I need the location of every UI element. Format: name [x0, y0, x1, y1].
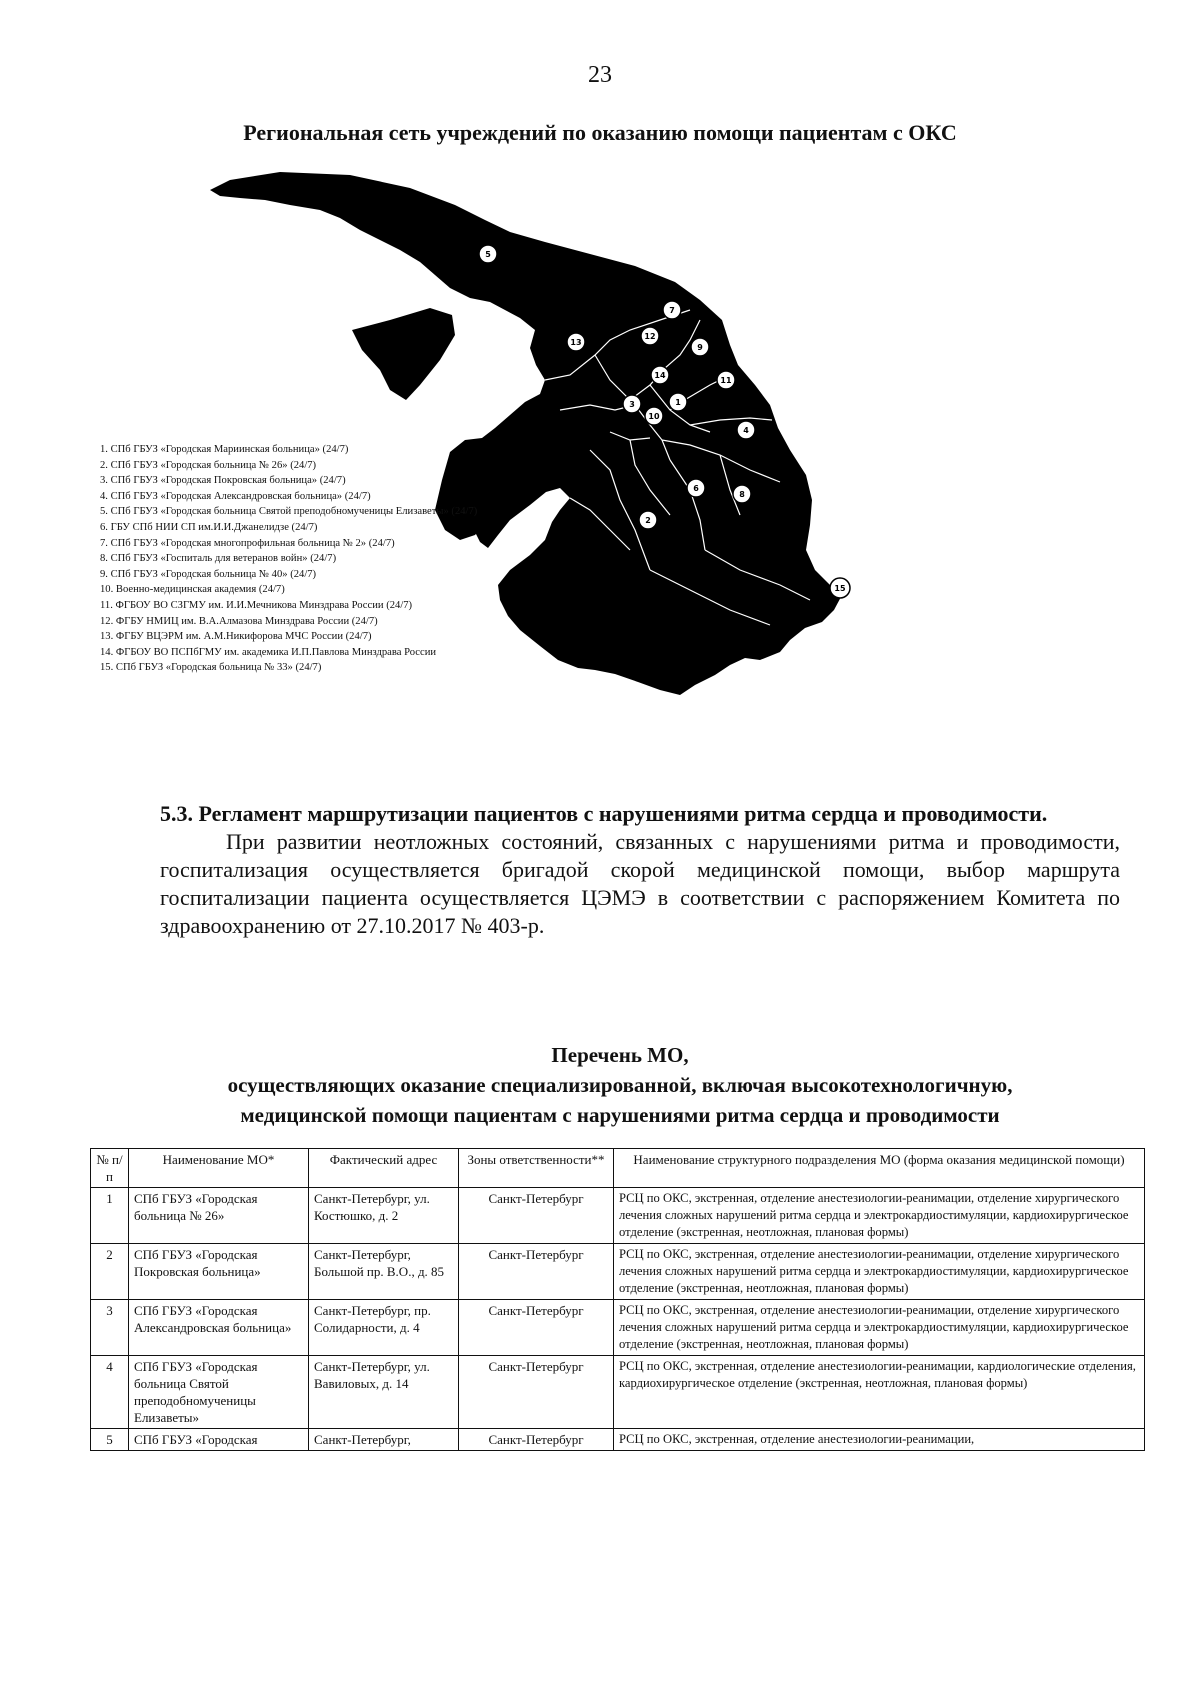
svg-text:7: 7: [669, 306, 675, 315]
table-header-row: [91, 1149, 1145, 1188]
legend-item: 7. СПб ГБУЗ «Городская многопрофильная больница № 2» (24/7): [100, 537, 395, 549]
cell-unit: РСЦ по ОКС, экстренная, отделение анестезиологии-реанимации, отделение хирургического лечения сложных нарушений ритма сердца и электрокардиостимуляции, кардиохирургическое отделение (экстренная, неотложная, плановая формы): [614, 1188, 1145, 1244]
map-marker-7: [663, 301, 681, 319]
cell-address: Санкт-Петербург, пр. Солидарности, д. 4: [309, 1300, 459, 1356]
section-5-3: [160, 800, 1120, 940]
map-marker-8: [733, 485, 751, 503]
cell-zone: Санкт-Петербург: [459, 1188, 614, 1244]
map-marker-11: [717, 371, 735, 389]
map-title: Региональная сеть учреждений по оказанию помощи пациентам с ОКС: [243, 120, 957, 145]
svg-text:8: 8: [739, 490, 745, 499]
cell-num: 4: [91, 1356, 129, 1429]
table-row: [91, 1188, 1145, 1244]
section-heading: [160, 800, 1120, 828]
header-num: № п/ п: [91, 1149, 129, 1188]
section-number: 5.3.: [160, 801, 193, 826]
legend-item: 1. СПб ГБУЗ «Городская Мариинская больница» (24/7): [100, 444, 349, 455]
table-row: [91, 1300, 1145, 1356]
cell-name: СПб ГБУЗ «Городская: [129, 1429, 309, 1451]
map-marker-2: [639, 511, 657, 529]
svg-text:3: 3: [629, 400, 635, 409]
section-title: Регламент маршрутизации пациентов с нарушениями ритма сердца и проводимости.: [198, 801, 1048, 826]
cell-address: Санкт-Петербург, ул. Вавиловых, д. 14: [309, 1356, 459, 1429]
legend-item: 10. Военно-медицинская академия (24/7): [100, 584, 285, 596]
svg-text:14: 14: [654, 371, 666, 380]
cell-num: 5: [91, 1429, 129, 1451]
list-title-line: медицинской помощи пациентам с нарушениями ритма сердца и проводимости: [240, 1103, 1000, 1127]
cell-name: СПб ГБУЗ «Городская Покровская больница»: [129, 1244, 309, 1300]
cell-num: 2: [91, 1244, 129, 1300]
map-marker-10: [645, 407, 663, 425]
svg-text:9: 9: [697, 343, 703, 352]
legend-item: 6. ГБУ СПб НИИ СП им.И.И.Джанелидзе (24/7): [100, 521, 318, 533]
map-marker-15: [830, 578, 850, 598]
svg-text:15: 15: [834, 584, 846, 593]
cell-address: Санкт-Петербург, ул. Костюшко, д. 2: [309, 1188, 459, 1244]
table-row: [91, 1429, 1145, 1451]
cell-unit: РСЦ по ОКС, экстренная, отделение анестезиологии-реанимации, отделение хирургического лечения сложных нарушений ритма сердца и электрокардиостимуляции, кардиохирургическое отделение (экстренная, неотложная, плановая формы): [614, 1300, 1145, 1356]
svg-text:10: 10: [648, 412, 660, 421]
cell-zone: Санкт-Петербург: [459, 1356, 614, 1429]
cell-address: Санкт-Петербург,: [309, 1429, 459, 1451]
mo-table: [90, 1148, 1145, 1451]
map-marker-9: [691, 338, 709, 356]
cell-name: СПб ГБУЗ «Городская Александровская больница»: [129, 1300, 309, 1356]
legend-item: 4. СПб ГБУЗ «Городская Александровская больница» (24/7): [100, 490, 371, 502]
map-marker-14: [651, 366, 669, 384]
map-marker-1: [669, 393, 687, 411]
map-marker-12: [641, 327, 659, 345]
cell-name: СПб ГБУЗ «Городская больница № 26»: [129, 1188, 309, 1244]
cell-num: 3: [91, 1300, 129, 1356]
svg-text:1: 1: [675, 398, 681, 407]
map-marker-13: [567, 333, 585, 351]
map-legend: [100, 442, 490, 676]
legend-item: 15. СПб ГБУЗ «Городская больница № 33» (24/7): [100, 662, 322, 674]
map-marker-5: [479, 245, 497, 263]
section-body: При развитии неотложных состояний, связанных с нарушениями ритма и проводимости, госпитализация осуществляется бригадой скорой медицинской помощи, выбор маршрута госпитализации пациента осуществляется ЦЭМЭ в соответствии с распоряжением Комитета по здравоохранению от 27.10.2017 № 403-р.: [160, 829, 1120, 938]
legend-item: 12. ФГБУ НМИЦ им. В.А.Алмазова Минздрава России (24/7): [100, 615, 378, 627]
legend-item: 5. СПб ГБУЗ «Городская больница Святой преподобномученицы Елизаветы» (24/7): [100, 506, 478, 518]
map-island: [352, 308, 455, 400]
svg-text:12: 12: [644, 332, 656, 341]
legend-item: 11. ФГБОУ ВО СЗГМУ им. И.И.Мечникова Минздрава России (24/7): [100, 599, 413, 611]
table-row: [91, 1244, 1145, 1300]
page-number: 23: [588, 62, 612, 88]
svg-text:6: 6: [693, 484, 699, 493]
header-zone: Зоны ответственности**: [459, 1149, 614, 1188]
table-row: [91, 1356, 1145, 1429]
legend-item: 14. ФГБОУ ВО ПСПбГМУ им. академика И.П.Павлова Минздрава России: [100, 646, 437, 658]
legend-item: 2. СПб ГБУЗ «Городская больница № 26» (24/7): [100, 459, 317, 471]
list-title-line: осуществляющих оказание специализированной, включая высокотехнологичную,: [227, 1073, 1013, 1097]
cell-num: 1: [91, 1188, 129, 1244]
map-marker-6: [687, 479, 705, 497]
legend-item: 8. СПб ГБУЗ «Госпиталь для ветеранов войн» (24/7): [100, 553, 337, 565]
list-title-line: Перечень МО,: [551, 1043, 689, 1067]
cell-address: Санкт-Петербург, Большой пр. В.О., д. 85: [309, 1244, 459, 1300]
district-map: [90, 170, 950, 730]
cell-zone: Санкт-Петербург: [459, 1300, 614, 1356]
svg-text:5: 5: [485, 250, 491, 259]
legend-item: 9. СПб ГБУЗ «Городская больница № 40» (24/7): [100, 568, 317, 580]
header-address: Фактический адрес: [309, 1149, 459, 1188]
cell-unit: РСЦ по ОКС, экстренная, отделение анестезиологии-реанимации,: [614, 1429, 1145, 1451]
header-name: Наименование МО*: [129, 1149, 309, 1188]
cell-name: СПб ГБУЗ «Городская больница Святой преподобномученицы Елизаветы»: [129, 1356, 309, 1429]
legend-item: 3. СПб ГБУЗ «Городская Покровская больница» (24/7): [100, 475, 346, 487]
svg-text:13: 13: [570, 338, 582, 347]
header-unit: Наименование структурного подразделения МО (форма оказания медицинской помощи): [614, 1149, 1145, 1188]
svg-text:2: 2: [645, 516, 651, 525]
map-marker-4: [737, 421, 755, 439]
svg-text:11: 11: [720, 376, 732, 385]
legend-item: 13. ФГБУ ВЦЭРМ им. А.М.Никифорова МЧС России (24/7): [100, 631, 372, 643]
cell-unit: РСЦ по ОКС, экстренная, отделение анестезиологии-реанимации, кардиологические отделения, кардиохирургическое отделение (экстренная, неотложная, плановая формы): [614, 1356, 1145, 1429]
map-marker-3: [623, 395, 641, 413]
cell-zone: Санкт-Петербург: [459, 1244, 614, 1300]
svg-text:4: 4: [743, 426, 749, 435]
cell-unit: РСЦ по ОКС, экстренная, отделение анестезиологии-реанимации, отделение хирургического лечения сложных нарушений ритма сердца и электрокардиостимуляции, кардиохирургическое отделение (экстренная, неотложная, плановая формы): [614, 1244, 1145, 1300]
list-title: [120, 1040, 1120, 1130]
cell-zone: Санкт-Петербург: [459, 1429, 614, 1451]
